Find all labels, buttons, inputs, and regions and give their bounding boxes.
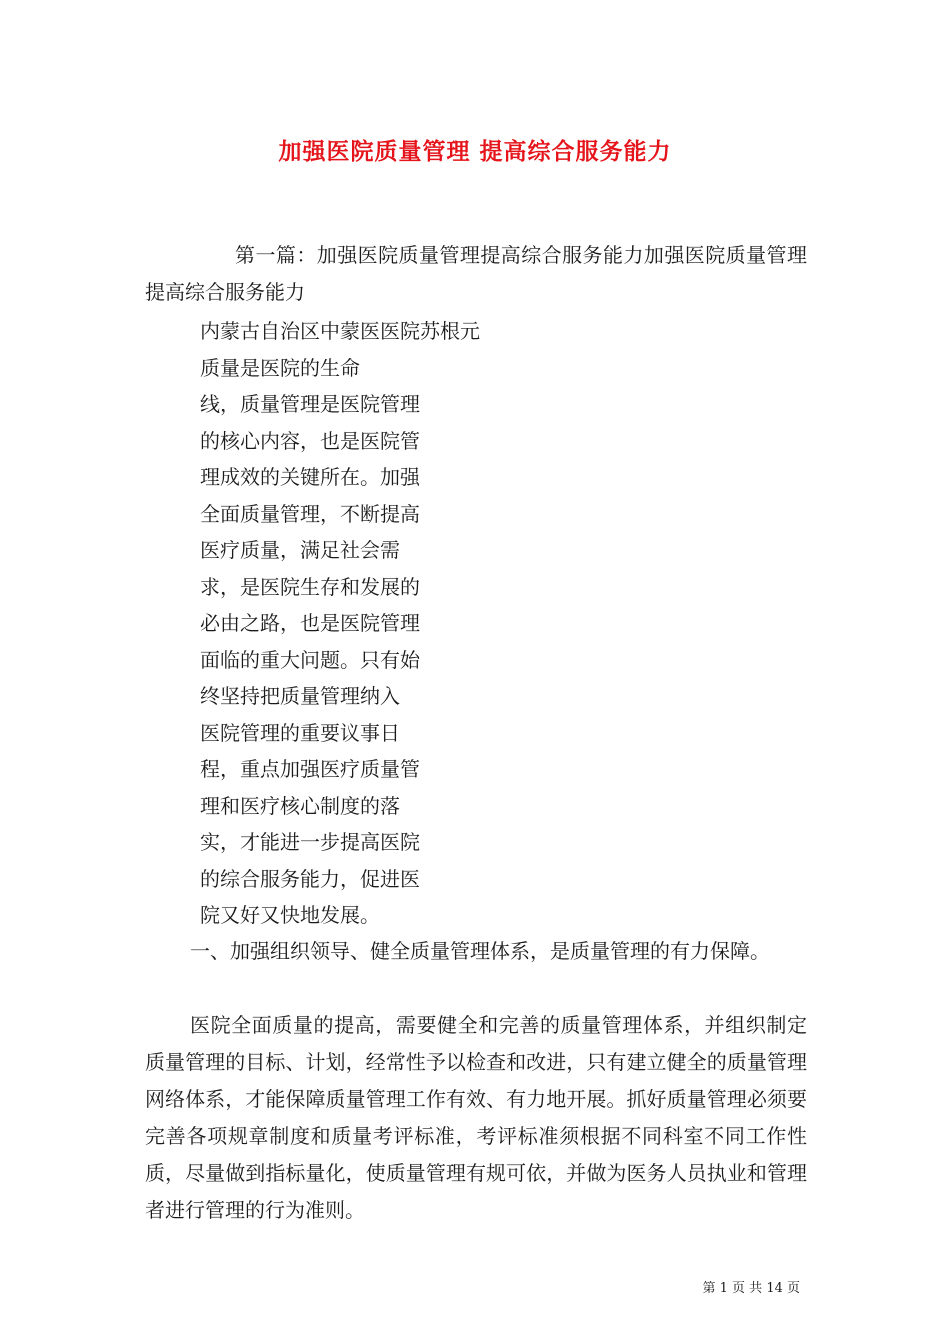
column-line: 理成效的关键所在。加强 — [200, 465, 420, 489]
page-number-footer: 第 1 页 共 14 页 — [702, 1281, 800, 1296]
document-title: 加强医院质量管理 提高综合服务能力 — [278, 139, 672, 165]
column-line: 质量是医院的生命 — [200, 356, 360, 380]
column-line: 内蒙古自治区中蒙医医院苏根元 — [200, 319, 480, 343]
column-line: 求，是医院生存和发展的 — [200, 575, 420, 599]
column-line: 的核心内容，也是医院管 — [200, 429, 420, 453]
column-line: 医院管理的重要议事日 — [200, 721, 400, 745]
column-line: 必由之路，也是医院管理 — [200, 611, 420, 635]
column-line: 的综合服务能力，促进医 — [200, 867, 420, 891]
column-line: 线，质量管理是医院管理 — [200, 392, 420, 416]
section-heading: 一、加强组织领导、健全质量管理体系，是质量管理的有力保障。 — [190, 939, 770, 963]
column-line: 程，重点加强医疗质量管 — [200, 757, 420, 781]
column-line: 面临的重大问题。只有始 — [200, 648, 420, 672]
column-line: 实，才能进一步提高医院 — [200, 830, 420, 854]
column-line: 院又好又快地发展。 — [200, 903, 380, 927]
column-line: 全面质量管理，不断提高 — [200, 502, 420, 526]
intro-paragraph: 第一篇：加强医院质量管理提高综合服务能力加强医院质量管理提高综合服务能力 — [145, 243, 807, 304]
column-line: 医疗质量，满足社会需 — [200, 538, 400, 562]
section-body-paragraph: 医院全面质量的提高，需要健全和完善的质量管理体系，并组织制定质量管理的目标、计划，经常性予以检查和改进，只有建立健全的质量管理网络体系，才能保障质量管理工作有效、有力地开展。抓好质量管理必须要完善各项规章制度和质量考评标准，考评标准须根据不同科室不同工作性质，尽量做到指标量化，使质量管理有规可依，并做为医务人员执业和管理者进行管理的行为准则。 — [145, 1013, 807, 1222]
column-line: 终坚持把质量管理纳入 — [200, 684, 400, 708]
column-line: 理和医疗核心制度的落 — [200, 794, 400, 818]
